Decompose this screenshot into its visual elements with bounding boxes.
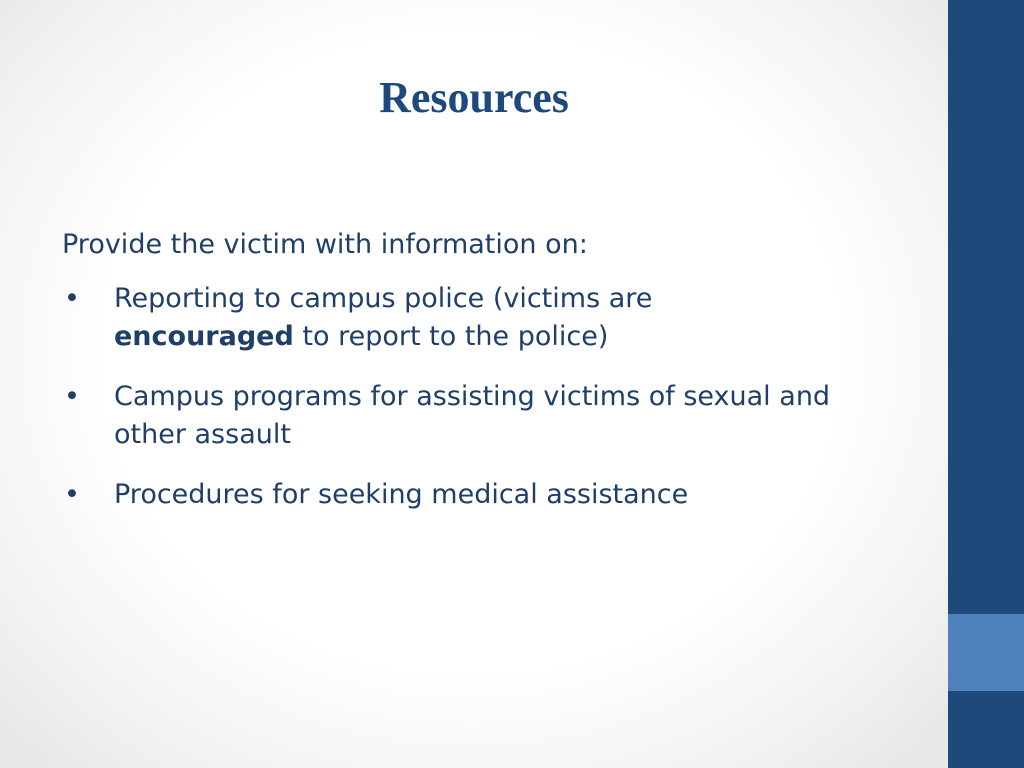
intro-text: Provide the victim with information on: bbox=[62, 229, 588, 260]
bullet-icon: • bbox=[64, 381, 80, 412]
bullet-text: Campus programs for assisting victims of sexual and other assault bbox=[114, 381, 831, 450]
bullet-text-start: Reporting to campus police (victims are bbox=[114, 283, 653, 314]
sidebar-accent-block bbox=[948, 614, 1024, 691]
list-item bbox=[62, 378, 902, 454]
bullet-text-end: to report to the police) bbox=[293, 321, 609, 352]
slide-title: Resources bbox=[379, 73, 569, 122]
bullet-text: Procedures for seeking medical assistance bbox=[114, 479, 689, 510]
sidebar-bar bbox=[948, 0, 1024, 768]
bullet-text-emphasis: encouraged bbox=[114, 321, 294, 352]
bullet-icon: • bbox=[64, 283, 80, 314]
bullet-icon: • bbox=[64, 479, 80, 510]
list-item bbox=[62, 280, 902, 356]
slide-content bbox=[62, 226, 902, 536]
bullet-list bbox=[62, 280, 902, 514]
list-item bbox=[62, 476, 902, 514]
